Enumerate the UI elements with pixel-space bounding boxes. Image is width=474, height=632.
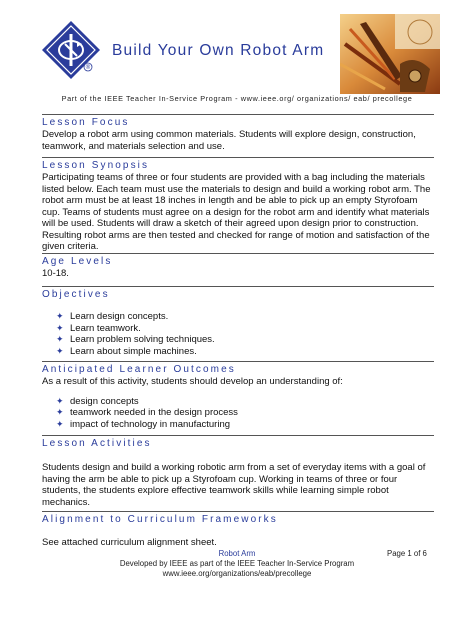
lesson-synopsis-text: Participating teams of three or four students are provided with a bag including the materials listed below. Each team must use the materials to design and build a working robot arm. The robot arm must be at least 18 inches in length and be able to pick up an empty Styrofoam cup. Teams of students must agree on a design for the robot arm and identify what materials will be used. Students will draw a sketch of their agreed upon design prior to construction. Resulting robot arms are then tested and checked for range of motion and satisfaction of the given criteria.	[42, 172, 431, 252]
star-bullet-icon: ✦	[56, 345, 64, 356]
registered-mark: ®	[85, 65, 91, 72]
star-bullet-icon: ✦	[56, 418, 64, 429]
list-item: ✦ teamwork needed in the design process	[56, 407, 238, 418]
section-heading: Lesson Focus	[42, 114, 434, 129]
footer-doc-title: Robot Arm	[218, 549, 256, 558]
section-heading: Anticipated Learner Outcomes	[42, 361, 434, 376]
section-curriculum-alignment	[42, 511, 434, 549]
header-photo	[340, 14, 440, 94]
ieee-logo	[41, 20, 101, 80]
list-item: ✦ Learn teamwork.	[56, 322, 141, 334]
section-learner-outcomes	[42, 361, 434, 430]
section-heading: Lesson Synopsis	[42, 157, 434, 172]
program-subtitle: Part of the IEEE Teacher In-Service Program - www.ieee.org/ organizations/ eab/ precollege	[61, 94, 413, 103]
section-objectives	[42, 286, 434, 357]
footer-url: www.ieee.org/organizations/eab/precollege	[162, 569, 312, 578]
section-lesson-activities	[42, 435, 434, 508]
section-age-levels	[42, 253, 434, 280]
list-item: ✦ Learn problem solving techniques.	[56, 334, 215, 345]
age-levels-text: 10-18.	[42, 268, 69, 279]
section-lesson-focus	[42, 114, 434, 152]
objectives-list	[42, 311, 434, 357]
footer-developed-by: Developed by IEEE as part of the IEEE Teacher In-Service Program	[119, 559, 355, 568]
lesson-focus-text: Develop a robot arm using common materials. Students will explore design, construction, teamwork, and materials selection and use.	[42, 129, 416, 152]
star-bullet-icon: ✦	[56, 322, 64, 333]
section-heading: Age Levels	[42, 253, 434, 268]
footer-page-number: Page 1 of 6	[387, 549, 427, 558]
list-item: ✦ impact of technology in manufacturing	[56, 418, 231, 430]
alignment-text: See attached curriculum alignment sheet.	[42, 537, 217, 548]
lesson-activities-text: Students design and build a working robotic arm from a set of everyday items with a goal of having the arm be able to pick up a Styrofoam cup. Working in teams of three or four students, the students explore effective teamwork skills while learning simple robot mechanics.	[42, 462, 426, 508]
outcomes-list	[42, 396, 434, 431]
outcomes-intro: As a result of this activity, students should develop an understanding of:	[42, 376, 343, 387]
section-heading: Lesson Activities	[42, 435, 434, 450]
page-title: Build Your Own Robot Arm	[112, 42, 325, 59]
section-lesson-synopsis	[42, 157, 434, 253]
section-heading: Alignment to Curriculum Frameworks	[42, 511, 434, 526]
star-bullet-icon: ✦	[56, 395, 64, 406]
star-bullet-icon: ✦	[56, 407, 64, 417]
star-bullet-icon: ✦	[56, 311, 64, 321]
star-bullet-icon: ✦	[56, 334, 64, 344]
list-item: ✦ Learn about simple machines.	[56, 345, 197, 357]
section-heading: Objectives	[42, 286, 434, 301]
list-item: ✦ Learn design concepts.	[56, 311, 169, 322]
list-item: ✦ design concepts	[56, 395, 139, 407]
